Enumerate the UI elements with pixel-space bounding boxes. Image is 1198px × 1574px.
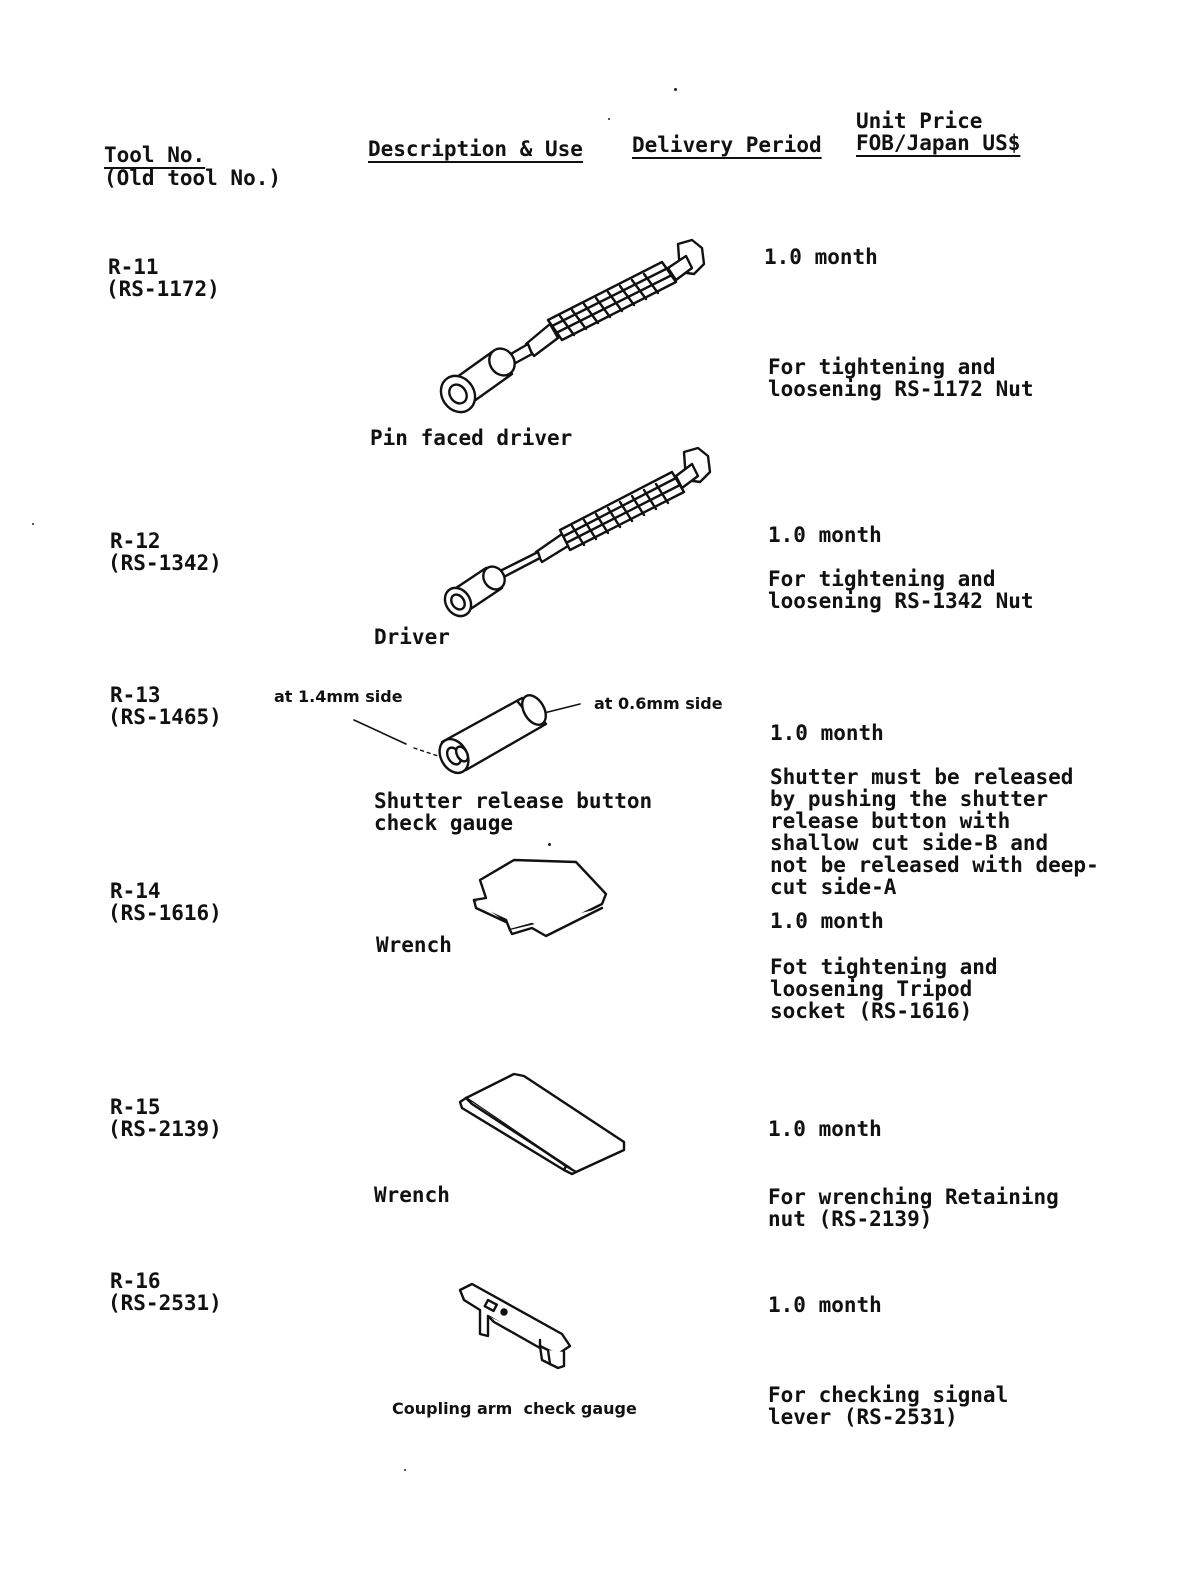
header-delivery-period: Delivery Period	[632, 133, 822, 157]
header-description: Description & Use	[368, 137, 583, 161]
delivery-period: 1.0 month	[768, 1117, 882, 1141]
use-line: For wrenching Retaining	[768, 1185, 1059, 1209]
use-line: by pushing the shutter	[770, 787, 1049, 811]
tool-caption: Wrench	[374, 1183, 450, 1207]
coupling-arm-gauge-icon	[452, 1280, 582, 1380]
tool-number: R-15	[110, 1095, 161, 1119]
wrench-plate-icon	[466, 850, 616, 940]
old-tool-number: (RS-1465)	[108, 705, 222, 729]
old-tool-number: (RS-1616)	[108, 901, 222, 925]
scan-speck	[548, 843, 551, 846]
use-line: For tightening and	[768, 567, 996, 591]
tool-number: R-13	[110, 683, 161, 707]
tool-caption: Pin faced driver	[370, 426, 573, 450]
pin-faced-driver-icon	[430, 234, 730, 424]
use-line: socket (RS-1616)	[770, 999, 973, 1023]
delivery-period: 1.0 month	[764, 245, 878, 269]
header-fob-japan: FOB/Japan US$	[856, 131, 1021, 155]
tool-number: R-14	[110, 879, 161, 903]
old-tool-number: (RS-2139)	[108, 1117, 222, 1141]
use-line: Fot tightening and	[770, 955, 998, 979]
use-line: loosening RS-1172 Nut	[768, 377, 1034, 401]
wrench-bar-icon	[452, 1066, 632, 1176]
use-line: lever (RS-2531)	[768, 1405, 958, 1429]
tool-caption: Wrench	[376, 933, 452, 957]
callout-label: at 1.4mm side	[274, 687, 403, 706]
header-old-tool-no: (Old tool No.)	[104, 166, 282, 190]
tool-number: R-11	[108, 255, 159, 279]
old-tool-number: (RS-1342)	[108, 551, 222, 575]
use-line: Shutter must be released	[770, 765, 1074, 789]
use-line: For tightening and	[768, 355, 996, 379]
scan-speck	[674, 88, 677, 91]
scan-speck	[608, 118, 610, 120]
use-line: cut side-A	[770, 875, 897, 899]
use-line: nut (RS-2139)	[768, 1207, 933, 1231]
callout-label: at 0.6mm side	[594, 694, 723, 713]
delivery-period: 1.0 month	[768, 1293, 882, 1317]
tool-caption: Shutter release button	[374, 789, 653, 813]
driver-icon	[436, 440, 736, 620]
delivery-period: 1.0 month	[770, 909, 884, 933]
use-line: loosening RS-1342 Nut	[768, 589, 1034, 613]
use-line: not be released with deep-	[770, 853, 1099, 877]
delivery-period: 1.0 month	[770, 721, 884, 745]
scan-speck	[404, 1469, 406, 1471]
use-line: loosening Tripod	[770, 977, 973, 1001]
old-tool-number: (RS-2531)	[108, 1291, 222, 1315]
tool-caption: Driver	[374, 625, 450, 649]
scan-speck	[32, 523, 34, 525]
tool-number: R-12	[110, 529, 161, 553]
header-tool-no: Tool No.	[104, 143, 206, 167]
use-line: shallow cut side-B and	[770, 831, 1049, 855]
tool-caption: Coupling arm check gauge	[392, 1399, 637, 1418]
use-line: For checking signal	[768, 1383, 1009, 1407]
use-line: release button with	[770, 809, 1011, 833]
header-unit-price: Unit Price	[856, 109, 983, 133]
check-gauge-tube-icon	[350, 690, 590, 790]
delivery-period: 1.0 month	[768, 523, 882, 547]
tool-number: R-16	[110, 1269, 161, 1293]
tool-caption: check gauge	[374, 811, 514, 835]
old-tool-number: (RS-1172)	[106, 277, 220, 301]
